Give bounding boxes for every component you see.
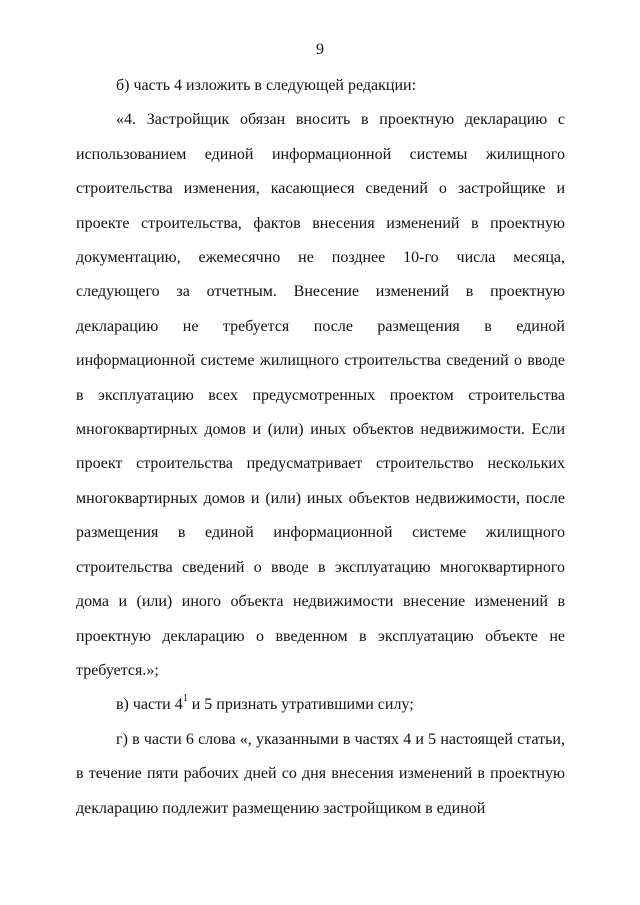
paragraph-v-end: и 5 признать утратившими силу; [187, 696, 414, 714]
superscript-1: 1 [182, 692, 188, 704]
paragraph-b: б) часть 4 изложить в следующей редакции: [116, 77, 417, 94]
paragraph-v [76, 688, 565, 722]
paragraph-v-start: в) части 4 [116, 696, 183, 714]
page-number: 9 [316, 41, 324, 58]
paragraph-g: г) в части 6 слова «, указанными в частях 4 и 5 настоящей статьи, в течение пяти рабочих дней со дня внесения изменений в проектную декларацию подлежит размещению застройщиком в единой [76, 730, 565, 817]
document-body [76, 69, 565, 826]
paragraph-part-4-text: «4. Застройщик обязан вносить в проектную декларацию с использованием единой информационной системы жилищного строительства изменения, касающиеся сведений о застройщике и проекте строительства, фактов внесения изменений в проектную документацию, ежемесячно не позднее 10-го числа месяца, следующего за отчетным. Внесение изменений в проектную декларацию не требуется после размещения в единой информационной системе жилищного строительства сведений о вводе в эксплуатацию всех предусмотренных проектом строительства многоквартирных домов и (или) иных объектов недвижимости. Если проект строительства предусматривает строительство нескольких многоквартирных домов и (или) иных объектов недвижимости, после размещения в единой информационной системе жилищного строительства сведений о вводе в эксплуатацию многоквартирного дома и (или) иного объекта недвижимости внесение изменений в проектную декларацию о введенном в эксплуатацию объекте не требуется.»; [76, 111, 565, 679]
